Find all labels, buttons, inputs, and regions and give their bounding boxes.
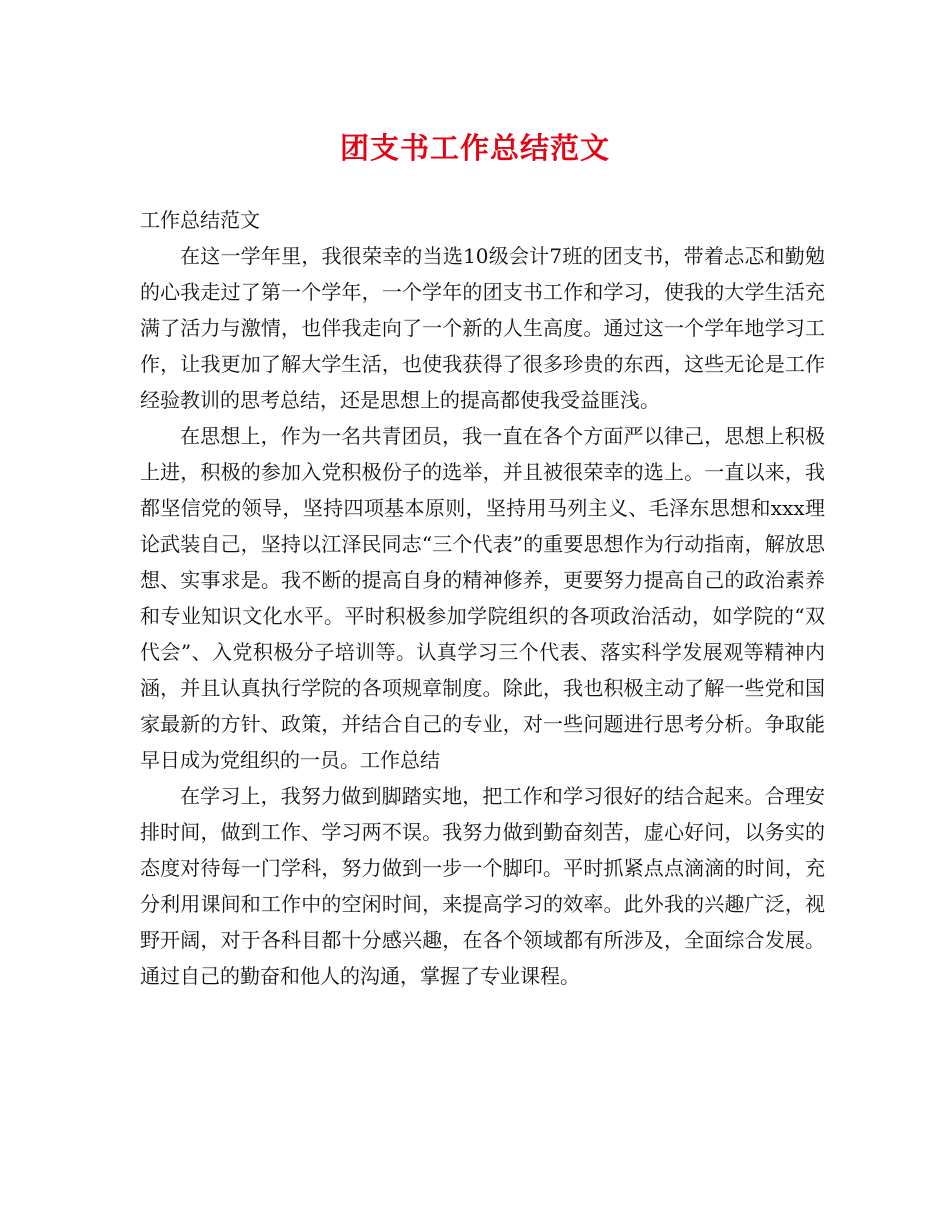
document-title: 团支书工作总结范文 — [339, 131, 610, 165]
section-subheading: 工作总结范文 — [140, 208, 260, 232]
paragraph-study: 在学习上，我努力做到脚踏实地，把工作和学习很好的结合起来。合理安排时间，做到工作、学习两不误。我努力做到勤奋刻苦，虚心好问，以务实的态度对待每一门学科，努力做到一步一个脚印。平时抓紧点点滴滴的时间，充分利用课间和工作中的空闲时间，来提高学习的效率。此外我的兴趣广泛，视野开阔，对于各科目都十分感兴趣，在各个领域都有所涉及，全面综合发展。通过自己的勤奋和他人的沟通，掌握了专业课程。 — [140, 784, 825, 988]
paragraph-ideology: 在思想上，作为一名共青团员，我一直在各个方面严以律己，思想上积极上进，积极的参加入党积极份子的选举，并且被很荣幸的选上。一直以来，我都坚信党的领导，坚持四项基本原则，坚持用马列主义、毛泽东思想和xxx理论武装自己，坚持以江泽民同志“三个代表”的重要思想作为行动指南，解放思想、实事求是。我不断的提高自身的精神修养，更要努力提高自己的政治素养和专业知识文化水平。平时积极参加学院组织的各项政治活动，如学院的“双代会”、入党积极分子培训等。认真学习三个代表、落实科学发展观等精神内涵，并且认真执行学院的各项规章制度。除此，我也积极主动了解一些党和国家最新的方针、政策，并结合自己的专业，对一些问题进行思考分析。争取能早日成为党组织的一员。工作总结 — [140, 424, 825, 772]
document-body — [140, 202, 825, 994]
paragraph-intro: 在这一学年里，我很荣幸的当选10级会计7班的团支书，带着忐忑和勤勉的心我走过了第一个学年，一个学年的团支书工作和学习，使我的大学生活充满了活力与激情，也伴我走向了一个新的人生高度。通过这一个学年地学习工作，让我更加了解大学生活，也使我获得了很多珍贵的东西，这些无论是工作经验教训的思考总结，还是思想上的提高都使我受益匪浅。 — [140, 244, 825, 412]
